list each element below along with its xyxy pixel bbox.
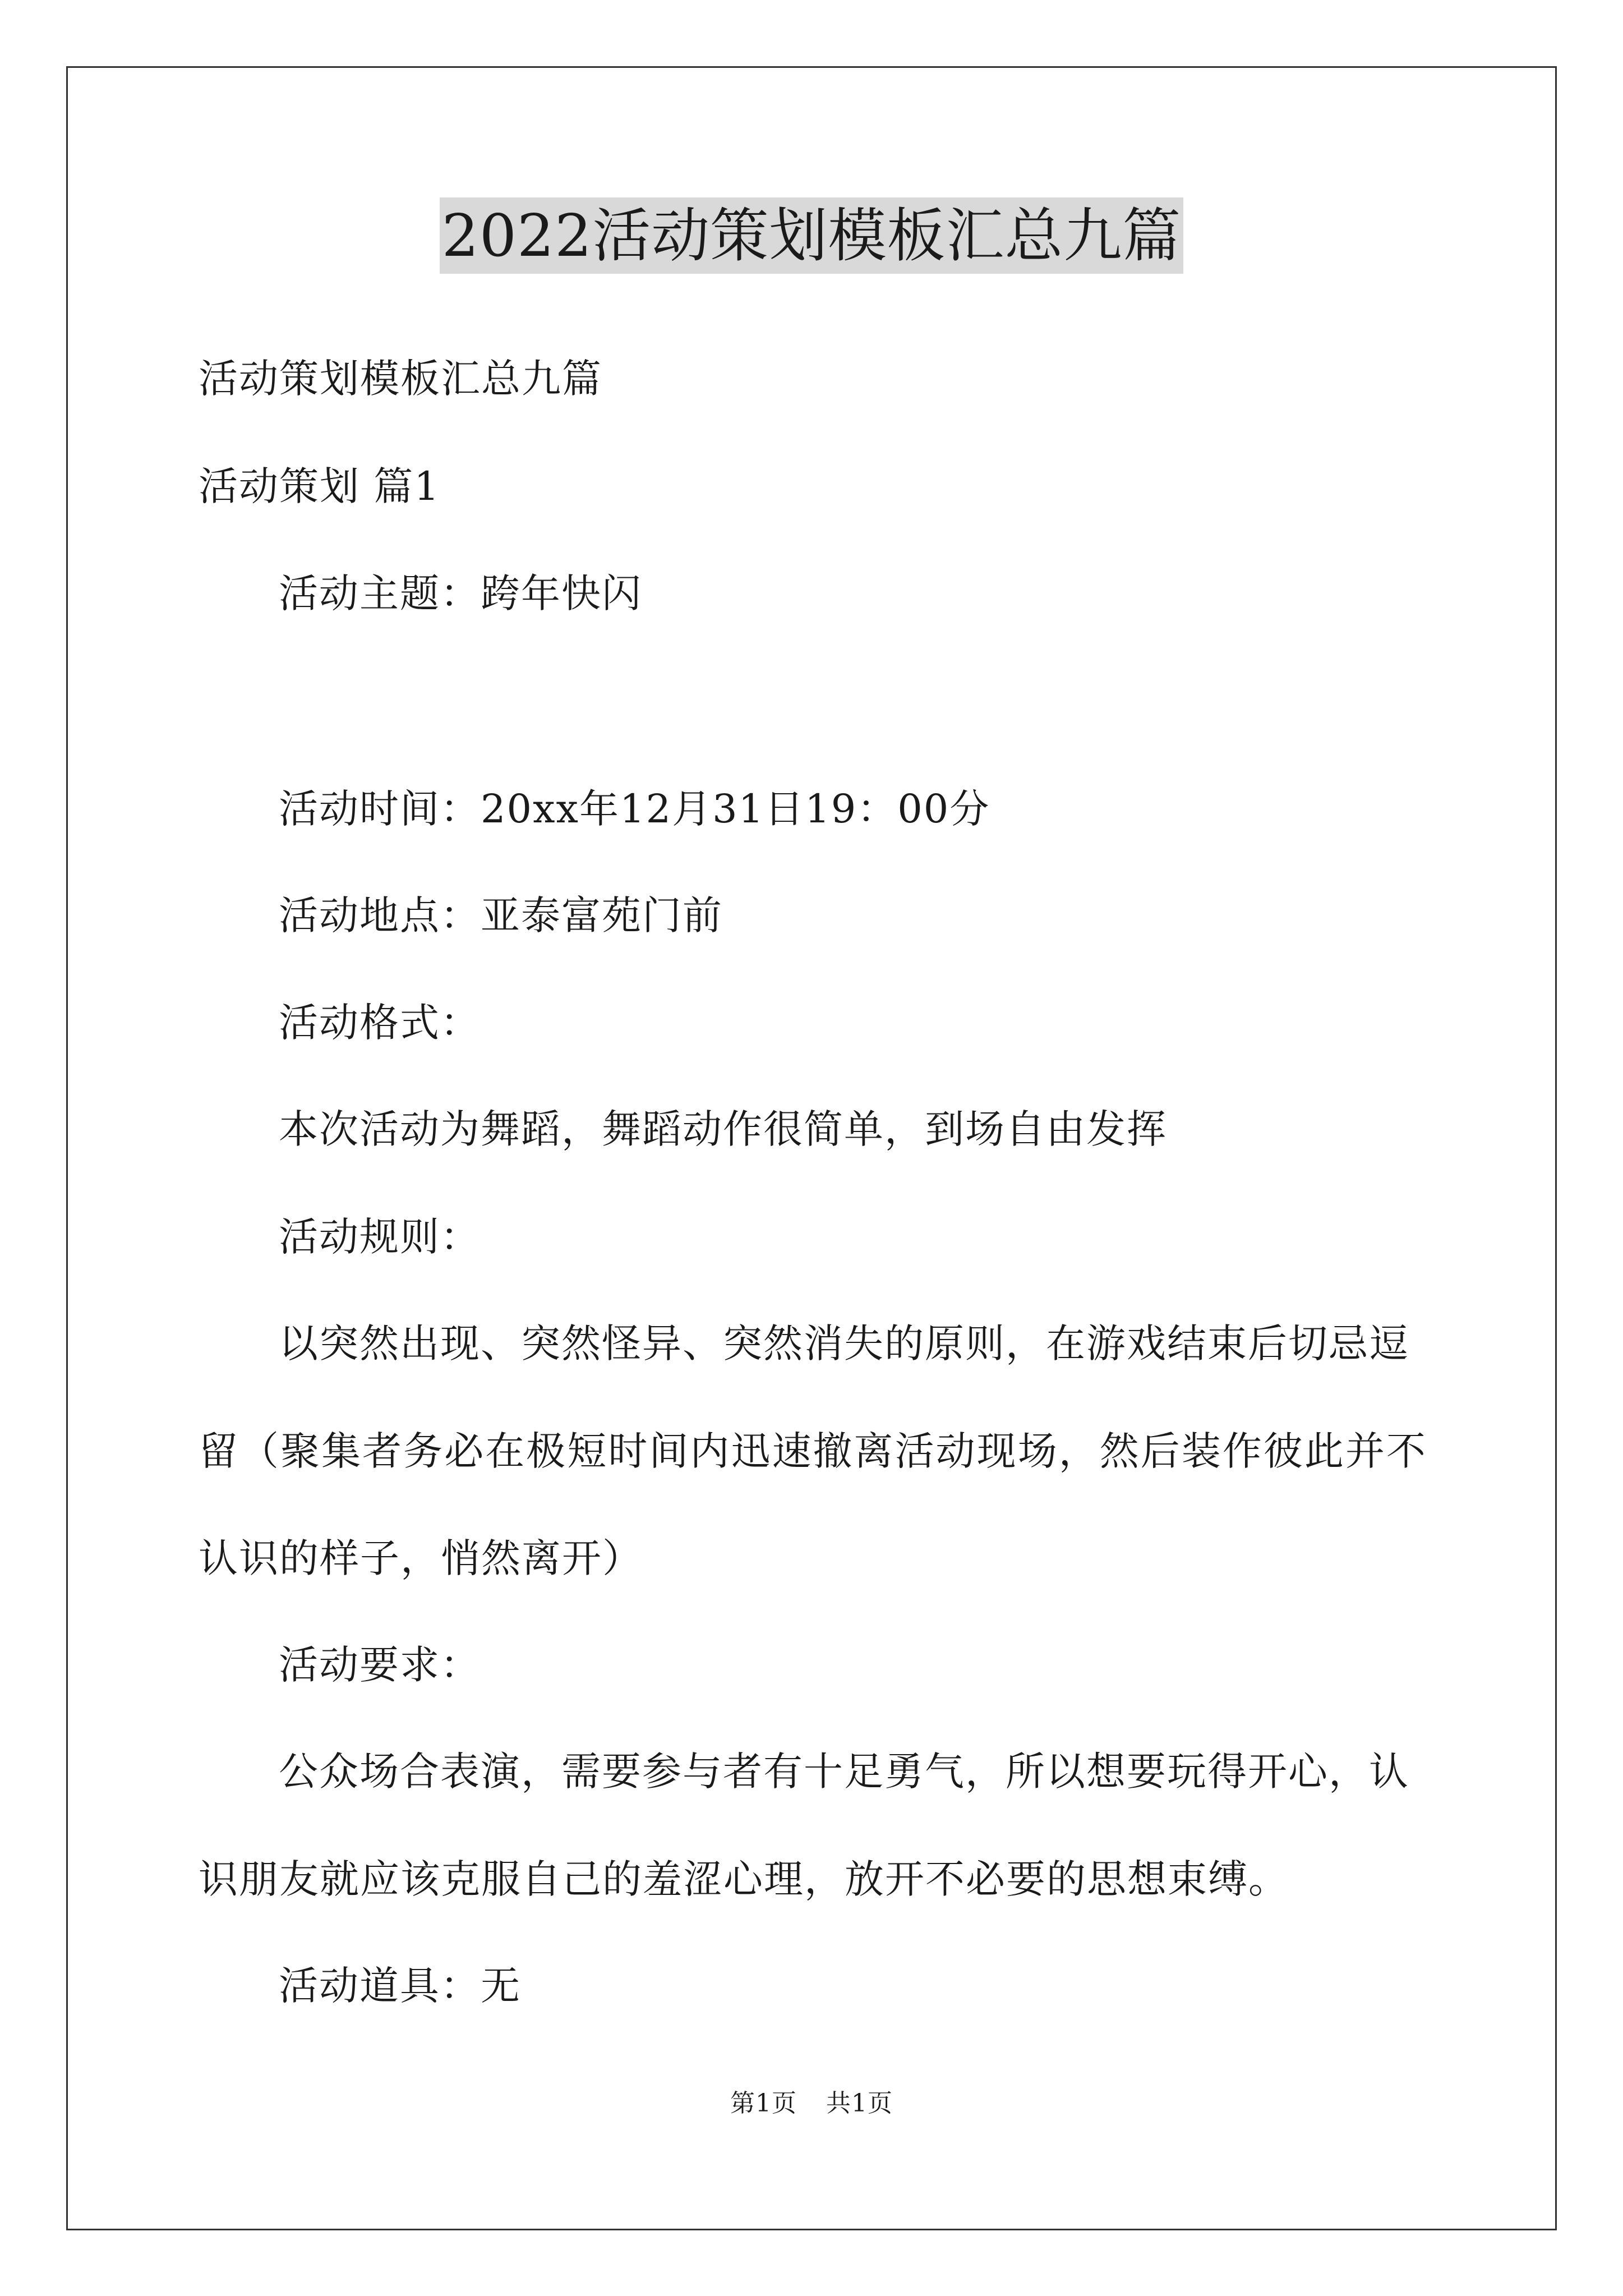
- paragraph-rules-line-1: 以突然出现、突然怪异、突然消失的原则，在游戏结束后切忌逗: [279, 1320, 1409, 1366]
- paragraph-props: 活动道具：无: [279, 1963, 521, 2009]
- paragraph-rules-line-3: 认识的样子，悄然离开）: [199, 1535, 643, 1581]
- page-footer: [0, 2087, 1623, 2120]
- paragraph-rules-line-2-text: 留（聚集者务必在极短时间内迅速撤离活动现场，然后装作彼此并不: [199, 1428, 1427, 1474]
- document-subtitle: 活动策划模板汇总九篇: [199, 356, 602, 402]
- title-container: [0, 197, 1623, 274]
- paragraph-requirements-label: 活动要求：: [279, 1642, 481, 1688]
- section-heading: 活动策划 篇1: [199, 463, 440, 509]
- paragraph-rules-label: 活动规则：: [279, 1214, 481, 1260]
- page-number-total: 共1页: [826, 2089, 893, 2118]
- paragraph-time: 活动时间：20xx年12月31日19：00分: [279, 786, 990, 832]
- paragraph-location: 活动地点：亚泰富苑门前: [279, 892, 723, 938]
- paragraph-format-text: 本次活动为舞蹈，舞蹈动作很简单，到场自由发挥: [279, 1106, 1167, 1152]
- document-title: 2022活动策划模板汇总九篇: [440, 197, 1184, 274]
- paragraph-theme: 活动主题：跨年快闪: [279, 570, 642, 616]
- paragraph-rules-line-2: [199, 1426, 1427, 1476]
- paragraph-requirements-line-1: 公众场合表演，需要参与者有十足勇气，所以想要玩得开心，认: [279, 1749, 1409, 1795]
- paragraph-requirements-line-2: 识朋友就应该克服自己的羞涩心理，放开不必要的思想束缚。: [199, 1856, 1289, 1902]
- paragraph-format-label: 活动格式：: [279, 1000, 481, 1046]
- page-number-current: 第1页: [730, 2089, 797, 2118]
